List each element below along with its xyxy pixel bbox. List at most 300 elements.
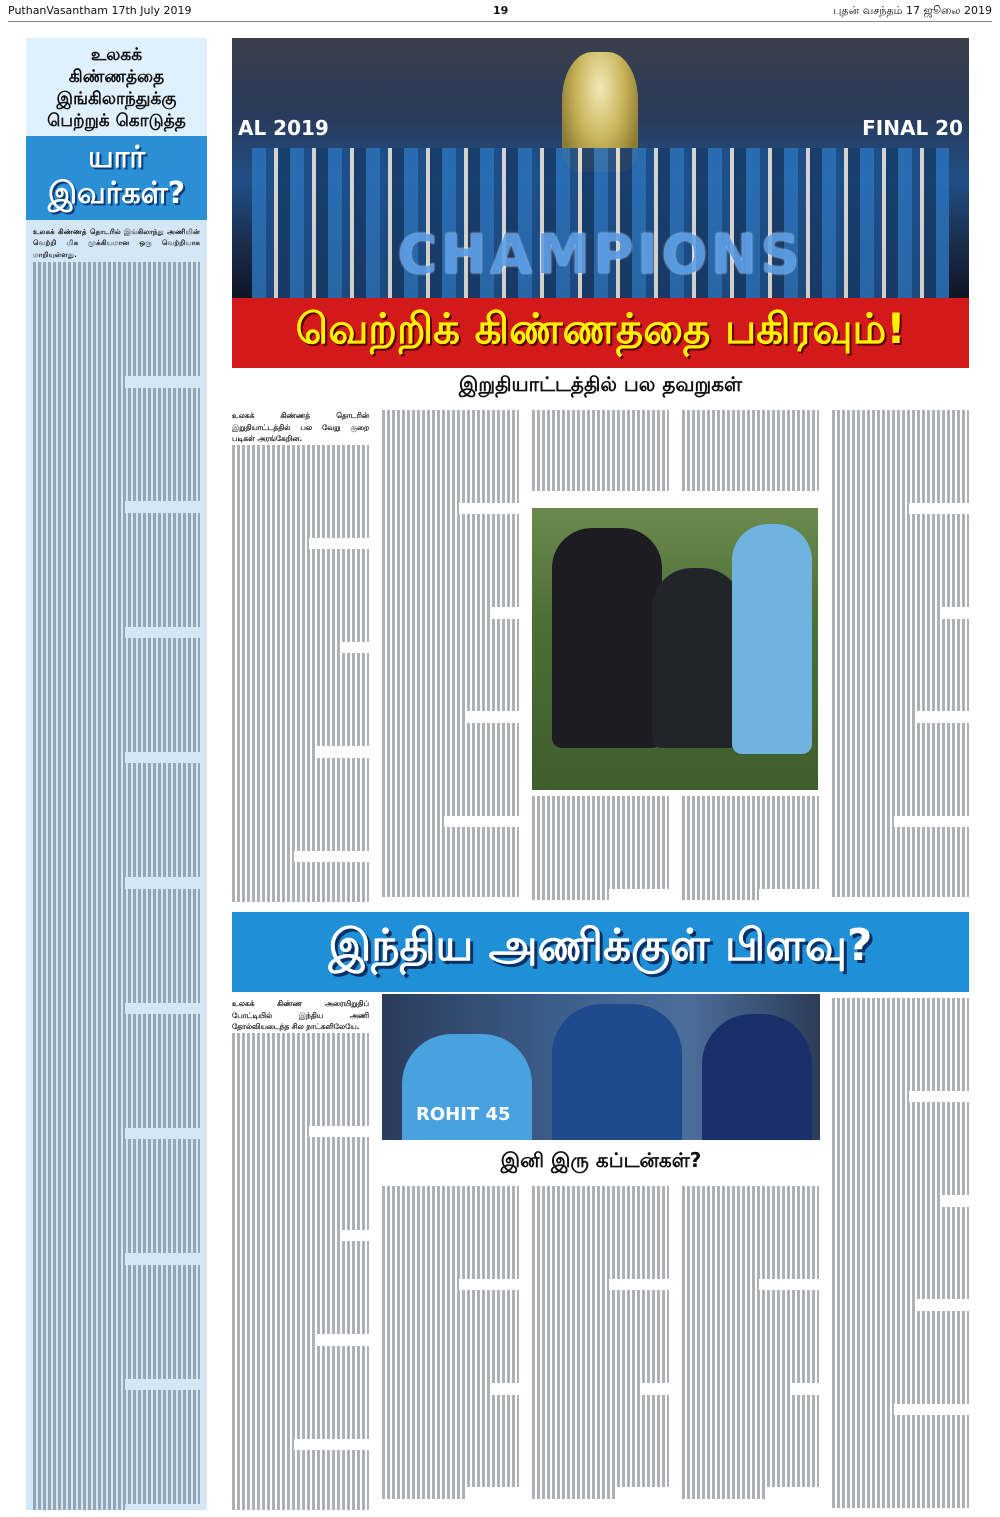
body-text-line: [33, 433, 200, 444]
body-text-line: [382, 1244, 519, 1256]
body-text-line: [382, 735, 519, 747]
body-text-line: [382, 468, 519, 480]
body-text-line: [382, 758, 519, 770]
body-text-line: [232, 653, 369, 665]
body-text-line: [682, 1221, 819, 1233]
body-text-line: [832, 700, 969, 712]
photo-overlay-center: CHAMPIONS: [397, 223, 804, 286]
body-text-line: [33, 570, 200, 581]
body-text-line: [832, 1415, 969, 1427]
body-text-line: [232, 1311, 369, 1323]
body-text-line: [382, 723, 519, 735]
body-text-line: [33, 376, 125, 387]
body-text-line: [33, 911, 200, 922]
body-text-line: [232, 1137, 369, 1149]
body-text-line: [33, 1367, 200, 1378]
body-text-line: [832, 746, 969, 758]
body-text-line: [33, 752, 125, 763]
body-text-line: [232, 1195, 369, 1207]
body-text-line: [532, 468, 669, 480]
body-text-line: [33, 706, 200, 717]
story2-column-4: [682, 1186, 819, 1510]
body-text-line: [33, 1299, 200, 1310]
body-text-line: [682, 796, 819, 808]
body-text-line: [532, 854, 669, 866]
body-text-line: [33, 456, 200, 467]
body-text-line: [682, 1279, 759, 1291]
body-text-line: [832, 1276, 969, 1288]
body-text-line: [382, 700, 519, 712]
body-text-line: [532, 819, 669, 831]
body-text-line: [382, 433, 519, 445]
body-text-line: [682, 1418, 819, 1430]
body-text-line: [33, 513, 200, 524]
body-text-line: [33, 1139, 200, 1150]
body-text-line: [232, 1497, 369, 1509]
person-shape: [552, 1004, 682, 1140]
body-text-line: [33, 331, 200, 342]
body-text-line: [33, 1435, 200, 1446]
body-text-line: [832, 769, 969, 781]
body-text-line: [232, 1369, 369, 1381]
body-text-line: [382, 874, 519, 886]
body-text-line: [532, 1221, 669, 1233]
body-text-line: [33, 1276, 200, 1287]
body-text-line: [382, 596, 519, 608]
body-text-line: [382, 422, 519, 434]
body-text-line: [382, 1360, 519, 1372]
body-text-line: [33, 1196, 200, 1207]
body-text-line: [33, 604, 200, 615]
body-text-line: [532, 889, 609, 901]
body-text-line: [832, 1381, 969, 1393]
body-text-line: [382, 1290, 519, 1302]
body-text-line: [33, 1344, 200, 1355]
sidebar-banner: [26, 136, 207, 220]
story1-column-4: [682, 410, 819, 502]
body-text-line: [832, 735, 969, 747]
body-text-line: [33, 581, 200, 592]
sidebar-title: [26, 38, 207, 136]
body-text-line: [33, 1173, 200, 1184]
body-text-line: [682, 445, 819, 457]
header-right: புதன் வசந்தம் 17 ஜூலை 2019: [833, 4, 992, 17]
body-text-line: [33, 968, 200, 979]
body-text-line: [33, 1390, 200, 1401]
body-text-line: [33, 1185, 200, 1196]
body-text-line: [382, 816, 444, 828]
body-text-line: [832, 1485, 969, 1497]
body-text-line: [382, 827, 519, 839]
story1-column-5: [832, 410, 969, 902]
body-text-line: [232, 607, 369, 619]
body-text-line: [832, 1334, 969, 1346]
body-text-line: [232, 491, 369, 503]
body-text-line: [382, 851, 519, 863]
body-text-line: [33, 695, 200, 706]
body-text-line: [382, 1441, 519, 1453]
body-text-line: [682, 831, 819, 843]
india-team-photo: [382, 994, 820, 1140]
body-text-line: [832, 839, 969, 851]
body-text-line: [682, 1244, 819, 1256]
body-text-line: [33, 627, 125, 638]
body-text-line: [382, 1348, 519, 1360]
story1-headline-banner: [232, 298, 969, 368]
sidebar-title-line: இங்கிலாந்துக்கு: [56, 89, 177, 109]
body-text-line: [532, 1372, 669, 1384]
body-text-line: [33, 410, 200, 421]
body-text-line: [832, 549, 969, 561]
body-text-line: [33, 980, 200, 991]
body-text-line: [532, 1406, 669, 1418]
story2-lead: உலகக் கிண்ண அரையிறுதிப் போட்டியில் இந்திய அணி தோல்வியடைந்த சில நாட்களிலேயே.: [232, 999, 369, 1032]
body-text-line: [832, 711, 917, 723]
body-text-line: [382, 1383, 490, 1395]
body-text-line: [682, 1256, 819, 1268]
body-text-line: [532, 1476, 669, 1488]
body-text-line: [382, 885, 519, 897]
body-text-line: [33, 820, 200, 831]
body-text-line: [33, 855, 200, 866]
body-text-line: [532, 1232, 669, 1244]
sidebar-intro: உலகக் கிண்ணத் தொடரில் இங்கிலாந்து அணியின் வெற்றி மிக முக்கியமான ஒரு வெற்றியாக மாறியுள்ளது.: [33, 227, 200, 259]
body-text-line: [532, 842, 669, 854]
body-text-line: [832, 584, 969, 596]
body-text-line: [832, 1079, 969, 1091]
body-text-line: [232, 1508, 369, 1510]
story2-subheadline: இனி இரு கப்டன்கள்?: [500, 1148, 702, 1172]
body-text-line: [832, 665, 969, 677]
body-text-line: [832, 1160, 969, 1172]
body-text-line: [832, 1068, 969, 1080]
body-text-line: [832, 607, 940, 619]
body-text-line: [682, 1348, 819, 1360]
body-text-line: [33, 1310, 200, 1321]
body-text-line: [33, 1105, 200, 1116]
body-text-line: [33, 1208, 200, 1219]
body-text-line: [832, 422, 969, 434]
photo-overlay-jersey: ROHIT 45: [416, 1104, 511, 1125]
body-text-line: [832, 630, 969, 642]
body-text-line: [532, 808, 669, 820]
body-text-line: [33, 1424, 200, 1435]
body-text-line: [232, 1381, 369, 1393]
body-text-line: [382, 491, 519, 503]
body-text-line: [232, 1323, 369, 1335]
body-text-line: [382, 1453, 519, 1465]
body-text-line: [232, 1288, 369, 1300]
body-text-line: [832, 1299, 917, 1311]
body-text-line: [682, 480, 819, 492]
body-text-line: [33, 661, 200, 672]
body-text-line: [33, 1117, 200, 1128]
body-text-line: [33, 1025, 200, 1036]
body-text-line: [33, 843, 200, 854]
body-text-line: [532, 1464, 669, 1476]
body-text-line: [532, 456, 669, 468]
body-text-line: [33, 274, 200, 285]
sidebar-article: [26, 38, 207, 1510]
body-text-line: [832, 596, 969, 608]
body-text-line: [382, 619, 519, 631]
body-text-line: [232, 769, 369, 781]
body-text-line: [682, 1453, 819, 1465]
body-text-line: [832, 468, 969, 480]
body-text-line: [682, 410, 819, 422]
body-text-line: [33, 615, 200, 626]
body-text-line: [382, 1337, 519, 1349]
body-text-line: [682, 1395, 819, 1407]
photo-overlay-right: FINAL 20: [862, 116, 963, 140]
body-text-line: [832, 538, 969, 550]
body-text-line: [232, 723, 369, 735]
body-text-line: [382, 1302, 519, 1314]
body-text-line: [382, 514, 519, 526]
story2-headline-banner: [232, 912, 969, 992]
body-text-line: [33, 957, 200, 968]
body-text-line: [232, 1427, 369, 1439]
body-text-line: [232, 1160, 369, 1172]
body-text-line: [832, 1253, 969, 1265]
body-text-line: [382, 503, 459, 515]
body-text-line: [532, 1267, 669, 1279]
body-text-line: [33, 741, 200, 752]
header-left: PuthanVasantham 17th July 2019: [8, 4, 192, 17]
body-text-line: [232, 1230, 340, 1242]
body-text-line: [232, 793, 369, 805]
body-text-line: [832, 1311, 969, 1323]
body-text-line: [33, 1470, 200, 1481]
body-text-line: [33, 536, 200, 547]
body-text-line: [532, 1348, 669, 1360]
body-text-line: [832, 851, 969, 863]
body-text-line: [682, 1314, 819, 1326]
body-text-line: [382, 1325, 519, 1337]
body-text-line: [382, 1267, 519, 1279]
body-text-line: [33, 353, 200, 364]
body-text-line: [832, 572, 969, 584]
body-text-line: [832, 874, 969, 886]
body-text-line: [232, 1033, 369, 1045]
body-text-line: [232, 851, 294, 863]
body-text-line: [532, 1395, 669, 1407]
body-text-line: [232, 526, 369, 538]
player-shape: [732, 524, 812, 754]
body-text-line: [382, 862, 519, 874]
player-shape: [652, 568, 742, 748]
body-text-line: [832, 1392, 969, 1404]
body-text-line: [832, 1137, 969, 1149]
body-text-line: [532, 422, 669, 434]
sidebar-banner-line: யார்: [87, 140, 146, 175]
body-text-line: [382, 584, 519, 596]
body-text-line: [832, 1357, 969, 1369]
body-text-line: [832, 804, 969, 816]
body-text-line: [33, 889, 200, 900]
body-text-line: [832, 1056, 969, 1068]
body-text-line: [232, 665, 369, 677]
body-text-line: [33, 877, 125, 888]
body-text-line: [382, 538, 519, 550]
body-text-line: [382, 642, 519, 654]
body-text-line: [382, 1418, 519, 1430]
body-text-line: [382, 804, 519, 816]
body-text-line: [532, 1487, 617, 1499]
body-text-line: [232, 549, 369, 561]
body-text-line: [33, 285, 200, 296]
body-text-line: [682, 1464, 819, 1476]
body-text-line: [33, 296, 200, 307]
body-text-line: [33, 593, 200, 604]
body-text-line: [832, 1230, 969, 1242]
body-text-line: [33, 684, 200, 695]
body-text-line: [682, 468, 819, 480]
body-text-line: [33, 1060, 200, 1071]
body-text-line: [33, 775, 200, 786]
body-text-line: [33, 1253, 125, 1264]
body-text-line: [382, 1198, 519, 1210]
body-text-line: [232, 1404, 369, 1416]
body-text-line: [232, 746, 317, 758]
body-text-line: [232, 1102, 369, 1114]
body-text-line: [832, 793, 969, 805]
body-text-line: [532, 1325, 669, 1337]
body-text-line: [532, 1279, 609, 1291]
body-text-line: [832, 827, 969, 839]
body-text-line: [532, 1256, 669, 1268]
body-text-line: [682, 1290, 819, 1302]
body-text-line: [232, 1439, 294, 1451]
body-text-line: [832, 1369, 969, 1381]
body-text-line: [832, 1265, 969, 1277]
body-text-line: [33, 991, 200, 1002]
body-text-line: [33, 809, 200, 820]
body-text-line: [682, 1325, 819, 1337]
body-text-line: [232, 1207, 369, 1219]
story2-column-1: [232, 998, 369, 1510]
body-text-line: [33, 1333, 200, 1344]
body-text-line: [832, 1288, 969, 1300]
body-text-line: [532, 1290, 669, 1302]
body-text-line: [33, 399, 200, 410]
body-text-line: [382, 1279, 459, 1291]
body-text-line: [232, 1126, 309, 1138]
body-text-line: [232, 1149, 369, 1161]
body-text-line: [832, 433, 969, 445]
players-photo: [532, 508, 818, 790]
body-text-line: [832, 1323, 969, 1335]
body-text-line: [232, 1415, 369, 1427]
body-text-line: [532, 1302, 669, 1314]
body-text-line: [532, 877, 669, 889]
body-text-line: [232, 1473, 369, 1485]
body-text-line: [33, 934, 200, 945]
body-text-line: [382, 1464, 519, 1476]
body-text-line: [232, 572, 369, 584]
body-text-line: [232, 630, 369, 642]
body-text-line: [532, 1314, 669, 1326]
body-text-line: [382, 549, 519, 561]
body-text-line: [232, 1172, 369, 1184]
body-text-line: [832, 885, 969, 897]
body-text-line: [33, 1014, 200, 1025]
story1-column-1: [232, 410, 369, 902]
body-text-line: [532, 1453, 669, 1465]
body-text-line: [232, 468, 369, 480]
story1-lead: உலகக் கிண்ணத் தொடரின் இறுதியாட்டத்தில் பல வேறு குறை படிகள் அரங்கேறின.: [232, 411, 369, 444]
champions-photo: [232, 38, 969, 298]
body-text-line: [682, 456, 819, 468]
body-text-line: [382, 746, 519, 758]
body-text-line: [832, 1126, 969, 1138]
body-text-line: [33, 262, 200, 273]
body-text-line: [382, 1221, 519, 1233]
body-text-line: [532, 1429, 669, 1441]
body-text-line: [33, 1094, 200, 1105]
body-text-line: [532, 1383, 640, 1395]
body-text-line: [382, 1406, 519, 1418]
body-text-line: [382, 793, 519, 805]
body-text-line: [232, 885, 369, 897]
body-text-line: [33, 866, 200, 877]
body-text-line: [382, 456, 519, 468]
body-text-line: [832, 1184, 969, 1196]
body-text-line: [832, 723, 969, 735]
body-text-line: [33, 1242, 200, 1253]
body-text-line: [682, 889, 759, 901]
body-text-line: [382, 653, 519, 665]
body-text-line: [33, 342, 200, 353]
sidebar-title-line: பெற்றுக் கொடுத்த: [47, 111, 186, 131]
body-text-line: [682, 1383, 790, 1395]
body-text-line: [33, 1492, 200, 1503]
body-text-line: [33, 501, 125, 512]
body-text-line: [532, 480, 669, 492]
story2-headline: இந்திய அணிக்குள் பிளவு?: [328, 920, 873, 971]
body-text-line: [832, 503, 909, 515]
story1-subheadline: இறுதியாட்டத்தில் பல தவறுகள்: [458, 372, 743, 396]
body-text-line: [832, 619, 969, 631]
body-text-line: [33, 422, 200, 433]
body-text-line: [682, 433, 819, 445]
body-text-line: [232, 827, 369, 839]
story2-column-5: [832, 998, 969, 1510]
body-text-line: [232, 1265, 369, 1277]
body-text-line: [33, 1401, 200, 1412]
body-text-line: [232, 1253, 369, 1265]
body-text-line: [682, 1302, 819, 1314]
body-text-line: [832, 456, 969, 468]
body-text-line: [232, 456, 369, 468]
body-text-line: [232, 538, 309, 550]
body-text-line: [832, 642, 969, 654]
body-text-line: [232, 1044, 369, 1056]
body-text-line: [33, 547, 200, 558]
sidebar-banner-line: இவர்கள்?: [47, 176, 186, 211]
body-text-line: [33, 638, 200, 649]
body-text-line: [382, 1395, 519, 1407]
body-text-line: [382, 561, 519, 573]
body-text-line: [682, 819, 819, 831]
story1-column-3b: [532, 796, 669, 902]
body-text-line: [382, 688, 519, 700]
body-text-line: [832, 1218, 969, 1230]
body-text-line: [832, 1207, 969, 1219]
body-text-line: [232, 1068, 369, 1080]
body-text-line: [33, 729, 200, 740]
body-text-line: [33, 798, 200, 809]
